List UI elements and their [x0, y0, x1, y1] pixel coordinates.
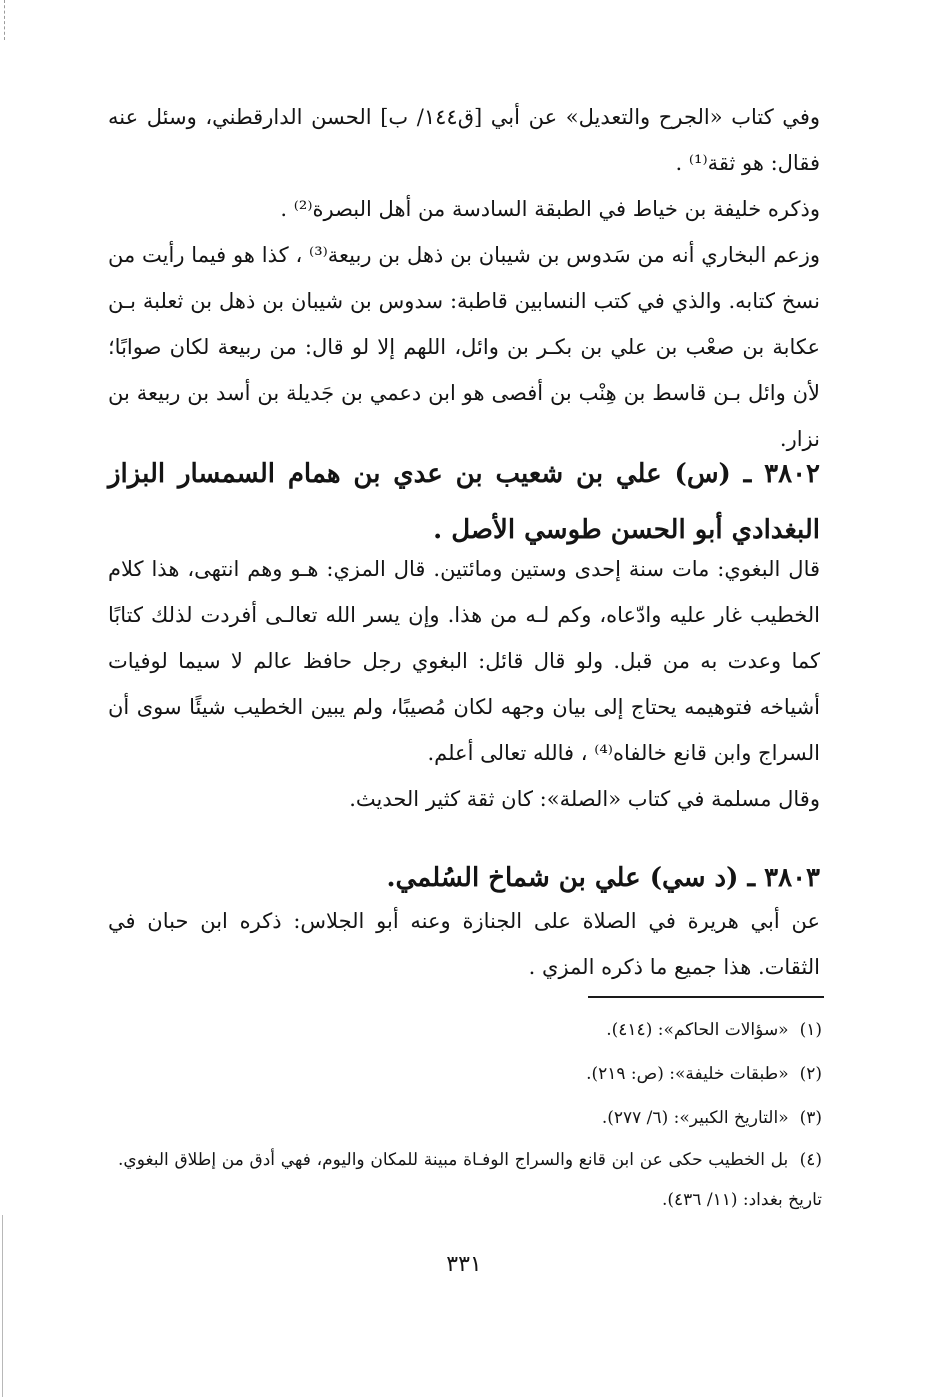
- entry-heading-3802: ٣٨٠٢ ـ (س) علي بن شعيب بن عدي بن همام السمسار البزاز البغدادي أبو الحسن طوسي الأصل .: [108, 459, 820, 545]
- entry-3803-body: [108, 898, 820, 990]
- paragraph: قال البغوي: مات سنة إحدى وستين ومائتين. قال المزي: هـو وهم انتهى، هذا كلام الخطيب غار عليه وادّعاه، وكم لـه من هذا. وإن يسر الله تعالـى أفردت لذلك كتابًا كما وعدت به من قبل. ولو قال قائل: البغوي رجل حافظ عالم لا سيما لوفيات أشياخه فتوهيمه يحتاج إلى بيان وجهه لكان مُصيبًا، ولم يبين الخطيب شيئًا سوى أن السراج وابن قانع خالفاه⁽⁴⁾ ، فالله تعالى أعلم.: [108, 557, 820, 765]
- entry-3802-body: [108, 546, 820, 822]
- paragraph: عن أبي هريرة في الصلاة على الجنازة وعنه أبو الجلاس: ذكره ابن حبان في الثقات. هذا جميع ما ذكره المزي .: [108, 909, 820, 979]
- page-number: ٣٣١: [446, 1252, 482, 1277]
- footnote-separator: [588, 996, 824, 998]
- footnote-2: [118, 1052, 822, 1096]
- footnote-text: «التاريخ الكبير»: (٦/ ٢٧٧).: [601, 1108, 789, 1128]
- footnote-4: [118, 1140, 822, 1220]
- footnote-text: «سؤالات الحاكم»: (٤١٤).: [606, 1020, 789, 1040]
- footnote-number: (٢): [799, 1064, 822, 1084]
- footnote-1: [118, 1008, 822, 1052]
- footnote-number: (٤): [799, 1150, 823, 1170]
- footnotes: [118, 1008, 822, 1220]
- footnote-text: بل الخطيب حكى عن ابن قانع والسراج الوفـاة مبينة للمكان واليوم، فهي أدق من إطلاق البغوي. تاريخ بغداد: (١١/ ٤٣٦).: [118, 1150, 822, 1210]
- paragraph: وفي كتاب «الجرح والتعديل» عن أبي [ق١٤٤/ ب] الحسن الدارقطني، وسئل عنه فقال: هو ثقة⁽¹⁾ .: [108, 105, 820, 175]
- entry-heading-3803: ٣٨٠٣ ـ (د سي) علي بن شماخ السُلمي.: [386, 863, 820, 893]
- paragraph: وزعم البخاري أنه من سَدوس بن شيبان بن ذهل بن ربيعة⁽³⁾ ، كذا هو فيما رأيت من نسخ كتابه. والذي في كتب النسابين قاطبة: سدوس بن شيبان بن ذهل بن ثعلبة بـن عكابة بن صعْب بن علي بن بكـر بن وائل، اللهم إلا لو قال: من ربيعة لكان صوابًا؛ لأن وائل بـن قاسط بن هِنْب بن أفصى هو ابن دعمي بن جَديلة بن أسد بن ربيعة بن نزار.: [108, 243, 820, 451]
- footnote-text: «طبقات خليفة»: (ص: ٢١٩).: [586, 1064, 789, 1084]
- footnote-number: (١): [799, 1020, 822, 1040]
- entry-3801-tail: [108, 94, 820, 462]
- paragraph: وقال مسلمة في كتاب «الصلة»: كان ثقة كثير الحديث.: [349, 787, 820, 811]
- scan-edge-mark: [4, 0, 7, 40]
- scan-edge-line: [2, 1215, 3, 1397]
- paragraph: وذكره خليفة بن خياط في الطبقة السادسة من أهل البصرة⁽²⁾ .: [280, 197, 820, 221]
- footnote-3: [118, 1096, 822, 1140]
- footnote-number: (٣): [799, 1108, 822, 1128]
